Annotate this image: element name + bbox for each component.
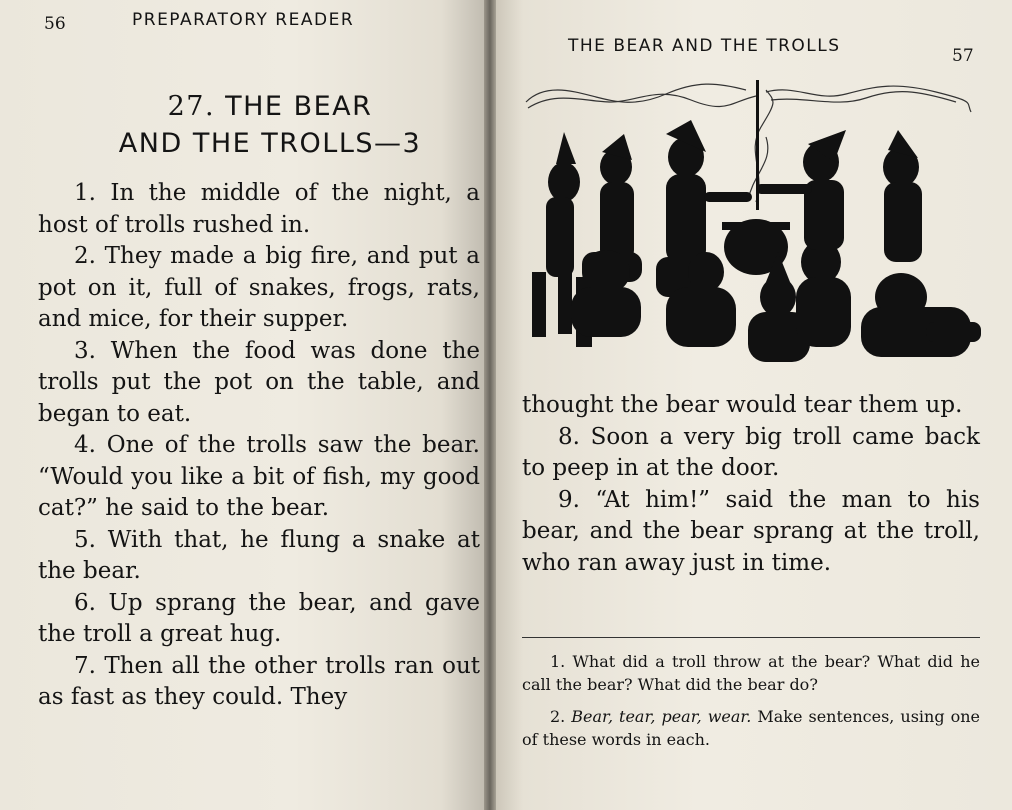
chapter-title-line1: THE BEAR <box>225 91 373 122</box>
questions-divider <box>522 637 980 638</box>
running-head-right: THE BEAR AND THE TROLLS <box>568 36 841 56</box>
paragraph-6: 6. Up sprang the bear, and gave the troll a great hug. <box>38 589 480 647</box>
paragraph-5: 5. With that, he flung a snake at the bear. <box>38 526 480 584</box>
question-2-words: Bear, tear, pear, wear. <box>571 707 752 726</box>
chapter-number: 27. <box>167 91 216 122</box>
continued-text: thought the bear would tear them up. <box>522 392 963 418</box>
paragraph-4: 4. One of the trolls saw the bear. “Would you like a bit of fish, my good cat?” he said to the bear. <box>38 432 480 521</box>
right-body-text <box>522 390 980 579</box>
book-gutter <box>484 0 496 810</box>
question-1: 1. What did a troll throw at the bear? What did he call the bear? What did the bear do? <box>522 652 980 694</box>
page-number-right: 57 <box>952 46 974 66</box>
left-page <box>0 0 490 810</box>
question-2-instruction: Make sentences, using one of these words in each. <box>522 707 980 749</box>
chapter-title-line2: AND THE TROLLS—3 <box>118 128 422 159</box>
running-head-left: PREPARATORY READER <box>132 10 355 30</box>
question-2-number: 2. <box>550 707 572 726</box>
question-2 <box>522 705 980 751</box>
page-number-left: 56 <box>44 14 66 34</box>
paragraph-1: 1. In the middle of the night, a host of trolls rushed in. <box>38 180 480 238</box>
questions-section <box>522 650 980 760</box>
paragraph-3: 3. When the food was done the trolls put the pot on the table, and began to eat. <box>38 337 480 427</box>
paragraph-9: 9. “At him!” said the man to his bear, and the bear sprang at the troll, who ran away just in time. <box>522 486 980 576</box>
chapter-title <box>60 88 480 162</box>
troll-silhouette-illustration <box>516 72 986 372</box>
paragraph-7: 7. Then all the other trolls ran out as fast as they could. They <box>38 652 480 710</box>
paragraph-8: 8. Soon a very big troll came back to peep in at the door. <box>522 423 980 481</box>
left-body-text <box>38 178 480 714</box>
paragraph-2: 2. They made a big fire, and put a pot on it, full of snakes, frogs, rats, and mice, for their supper. <box>38 243 480 332</box>
